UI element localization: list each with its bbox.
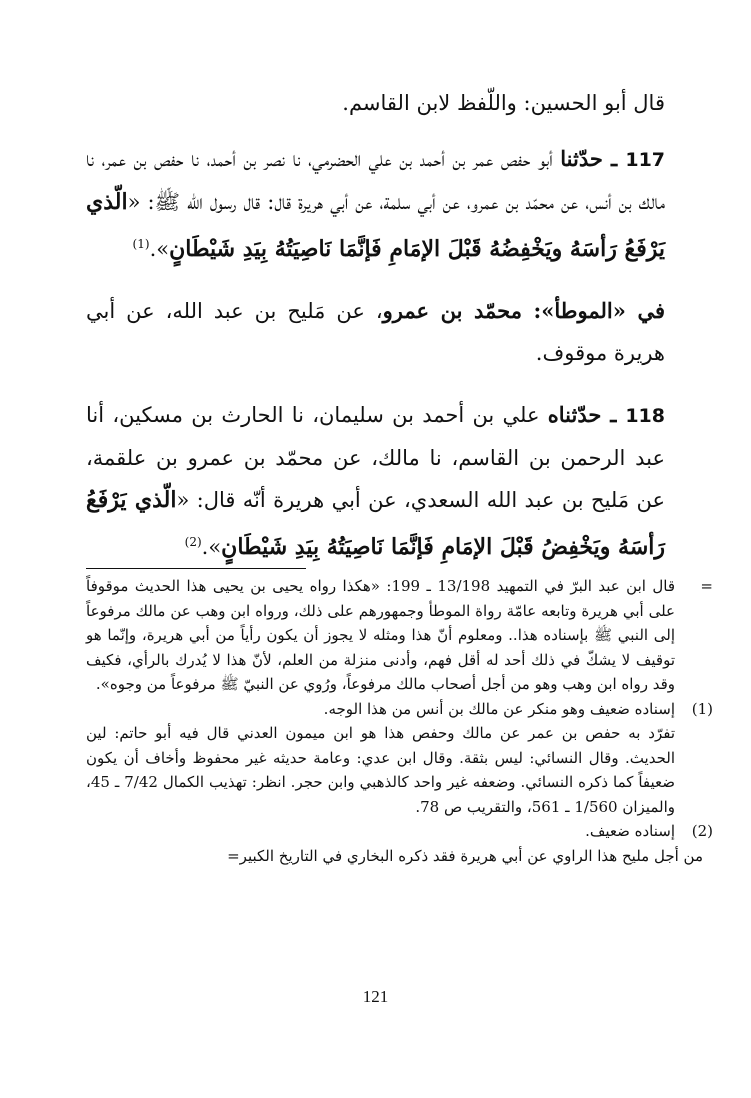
hadith-close: ». <box>201 535 222 559</box>
page-number: 121 <box>362 987 389 1006</box>
main-text <box>86 82 665 588</box>
hadith-isnad: أبو حفص عمر بن أحمد بن علي الحضرمي، نا نصر بن أحمد، نا حفص بن عمر، نا مالك بن أنس، عن محمّد بن عمرو، عن أبي سلمة، عن أبي هريرة قال: قال رسول الله ﷺ: « <box>86 147 665 214</box>
footnote-1 <box>86 697 713 722</box>
muwatta-lead: في «الموطأ»: <box>533 298 665 323</box>
hadith-number: 118 <box>625 405 665 427</box>
footnote-ref: (1) <box>132 237 150 251</box>
muwatta-narrator: محمّد بن عمرو <box>382 298 534 323</box>
footnote-text: قال ابن عبد البرّ في التمهيد 13/198 ـ 199: «هكذا رواه يحيى بن يحيى هذا الحديث موقوفاً على أبي هريرة وتابعه عامّة رواة الموطأ وجمهورهم على ذلك، ورواه ابن وهب عن مالك مرفوعاً إلى النبي ﷺ بإسناده هذا.. ومعلوم أنّ هذا ومثله لا يجوز أن يكون رأياً من أبي هريرة، وإنّما هو توقيف لا يشكّ في ذلك أحد له أقل فهم، وأدنى منزلة من العلم، لأنّ هذا لا يُدرك بالرأي، فكيف وقد رواه ابن وهب وهو من أجل أصحاب مالك مرفوعاً، ورُوي عن النبيّ ﷺ مرفوعاً من وجوه». <box>86 577 675 693</box>
footnote-text: إسناده ضعيف. <box>585 822 675 840</box>
hadith-matn: الّذي يَرْفَعُ رَأسَهُ ويَخْفِضُهُ قَبْلَ الإمَامِ فَإنَّمَا نَاصِيَتُهُ بِيَدِ شَيْطَانٍ <box>86 189 665 262</box>
hadith-118 <box>86 394 665 568</box>
footnote-marker: (2) <box>691 822 713 840</box>
hadith-lead: ـ حدّثناه <box>547 402 626 427</box>
footnote-1-detail: تفرّد به حفص بن عمر عن مالك وحفص هذا هو ابن ميمون العدني قال فيه أبو حاتم: لين الحديث. وقال النسائي: ليس بثقة. وقال ابن عدي: وعامة حديثه غير محفوظ وأخاف أن يكون ضعيفاً كما ذكره النسائي. وضعفه غير واحد كالذهبي وابن حجر. انظر: تهذيب الكمال 7/42 ـ 45، والميزان 1/560 ـ 561، والتقريب ص 78. <box>86 724 675 816</box>
hadith-117 <box>86 138 665 270</box>
footnotes <box>86 574 713 868</box>
footnote-separator <box>86 568 306 569</box>
hadith-close: ». <box>149 237 170 261</box>
footnote-ref: (2) <box>184 535 202 549</box>
footnote-text: إسناده ضعيف وهو منكر عن مالك بن أنس من هذا الوجه. <box>323 699 675 718</box>
intro-line: قال أبو الحسين: واللّفظ لابن القاسم. <box>342 91 665 115</box>
hadith-lead: ـ حدّثنا <box>560 146 626 171</box>
hadith-isnad: علي بن أحمد بن سليمان، نا الحارث بن مسكين، أنا عبد الرحمن بن القاسم، نا مالك، عن محمّد بن عمرو بن علقمة، عن مَليح بن عبد الله السعدي، عن أبي هريرة أنّه قال: « <box>86 403 666 512</box>
footnote-2 <box>86 819 713 844</box>
continuation-mark: = <box>700 577 713 595</box>
muwatta-body: ، عن مَليح بن عبد الله، عن أبي هريرة موقوف. <box>86 299 665 365</box>
footnote-marker: (1) <box>691 699 713 718</box>
muwatta-note <box>86 290 665 374</box>
hadith-number: 117 <box>625 149 666 171</box>
footnote-continuation <box>86 574 713 697</box>
footnote-2-detail: من أجل مليح هذا الراوي عن أبي هريرة فقد ذكره البخاري في التاريخ الكبير= <box>227 846 703 865</box>
hadith-matn: الّذي يَرْفَعُ رَأسَهُ ويَخْفِضُ قَبْلَ الإمَامِ فَإنَّمَا نَاصِيَتُهُ بِيَدِ شَيْطَانٍ <box>86 487 665 560</box>
